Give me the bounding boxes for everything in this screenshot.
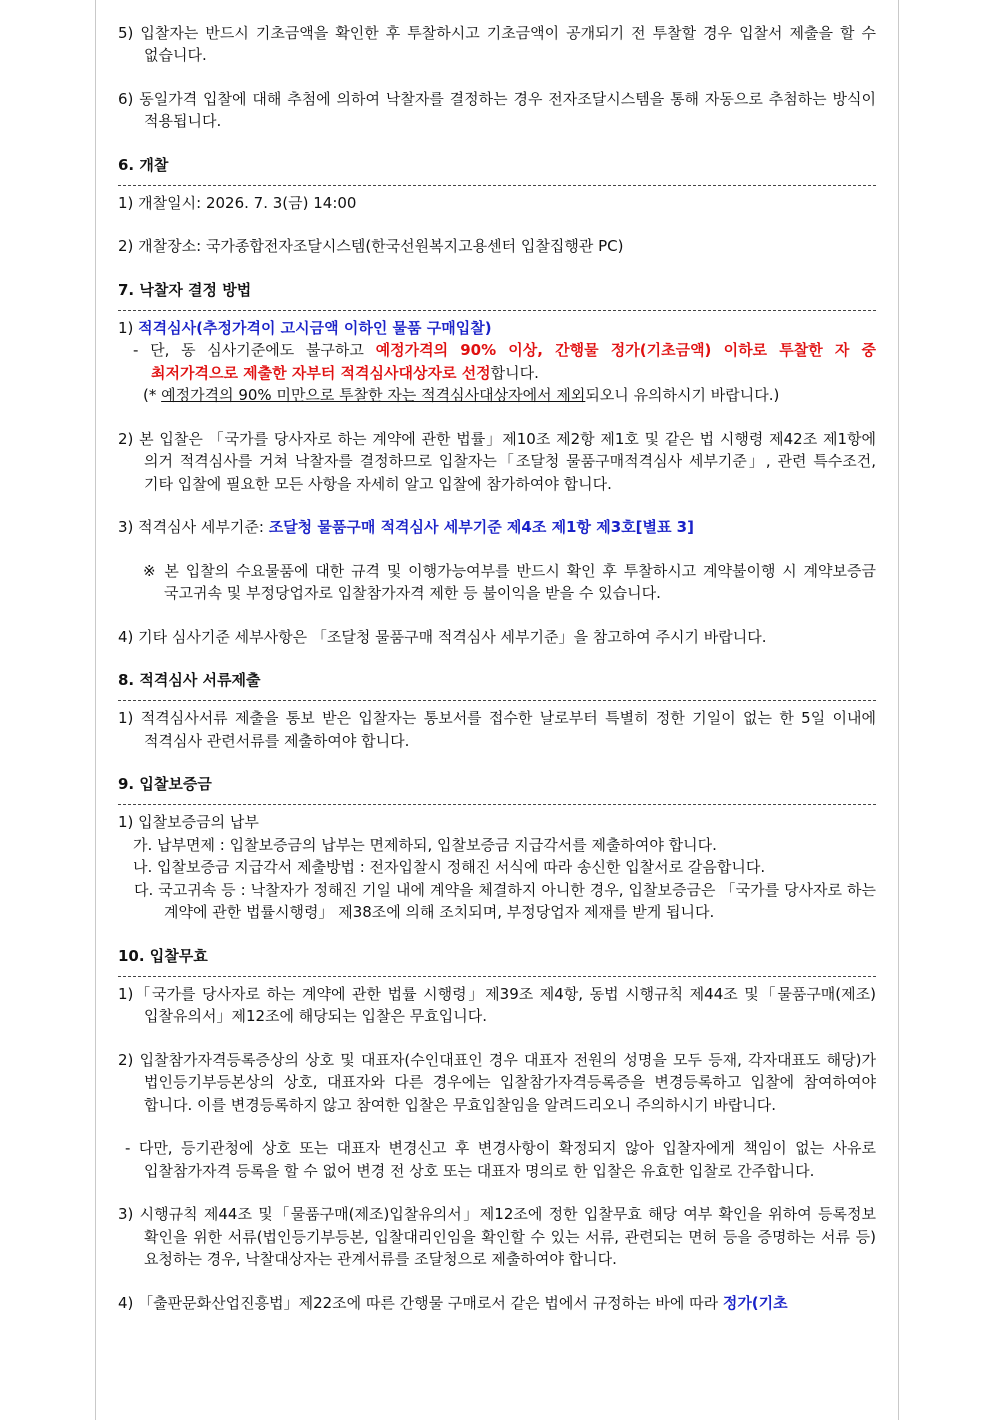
s10-item-1: 1)「국가를 당사자로 하는 계약에 관한 법률 시행령」제39조 제4항, 동법 시행규칙 제44조 및「물품구매(제조)입찰유의서」제12조에 해당되는 입찰은 무효입니다.: [118, 984, 876, 1025]
review-criteria-reference: 조달청 물품구매 적격심사 세부기준 제4조 제1항 제3호[별표 3]: [268, 518, 694, 536]
s7-note: (* 예정가격의 90% 미만으로 투찰한 자는 적격심사대상자에서 제외되오니 유의하시기 바랍니다.): [143, 386, 780, 404]
section-divider: [118, 804, 876, 805]
s8-item-1: 1) 적격심사서류 제출을 통보 받은 입찰자는 통보서를 접수한 날로부터 특별히 정한 기일이 없는 한 5일 이내에 적격심사 관련서류를 제출하여야 합니다.: [118, 709, 876, 750]
section-divider: [118, 185, 876, 186]
opening-datetime: 1) 개찰일시: 2026. 7. 3(금) 14:00: [118, 193, 357, 212]
item-6: 6) 동일가격 입찰에 대해 추첨에 의하여 낙찰자를 결정하는 경우 전자조달시스템을 통해 자동으로 추첨하는 방식이 적용됩니다.: [118, 89, 876, 130]
s7-dash-item: - 단, 동 심사기준에도 불구하고 예정가격의 90% 이상, 간행물 정가(기초금액) 이하로 투찰한 자 중 최저가격으로 제출한 자부터 적격심사대상자로 선정합니다.: [133, 341, 876, 382]
section-divider: [118, 310, 876, 311]
s9-item-1: 1) 입찰보증금의 납부: [118, 813, 259, 831]
section-9-title: 9. 입찰보증금: [118, 775, 212, 793]
eligibility-condition: 예정가격의 90% 이상, 간행물 정가(기초금액) 이하로 투찰한 자 중 최저가격으로 제출한 자부터 적격심사대상자로 선정: [151, 341, 876, 382]
section-10-title: 10. 입찰무효: [118, 946, 208, 965]
exclusion-underlined: 예정가격의 90% 미만으로 투찰한 자는 적격심사대상자에서 제외: [161, 386, 586, 404]
qualification-review-title: 적격심사(추정가격이 고시금액 이하인 물품 구매입찰): [138, 318, 492, 337]
s9-item-a: 가. 납부면제 : 입찰보증금의 납부는 면제하되, 입찰보증금 지급각서를 제출하여야 합니다.: [133, 835, 717, 854]
s10-dash-item: - 다만, 등기관청에 상호 또는 대표자 변경신고 후 변경사항이 확정되지 않아 입찰자에게 책임이 없는 사유로 입찰참가자격 등록을 할 수 없어 변경 전 상호 또는 대표자 명의로 한 입찰은 유효한 입찰로 간주합니다.: [125, 1139, 876, 1180]
s10-item-3: 3) 시행규칙 제44조 및「물품구매(제조)입찰유의서」제12조에 정한 입찰무효 해당 여부 확인을 위하여 등록정보 확인을 위한 서류(법인등기부등본, 입찰대리인임을 확인할 수 있는 서류, 관련되는 면허 등을 증명하는 서류 등)요청하는 경우, 낙찰대상자는 관계서류를 조달청으로 제출하여야 합니다.: [118, 1205, 876, 1268]
list-price-emphasis: 정가(기초: [722, 1293, 788, 1312]
s9-item-c: 다. 국고귀속 등 : 낙찰자가 정해진 기일 내에 계약을 체결하지 아니한 경우, 입찰보증금은 「국가를 당사자로 하는 계약에 관한 법률시행령」 제38조에 의해 조치되며, 부정당업자 제재를 받게 됩니다.: [134, 880, 876, 921]
s7-item-1: 1) 적격심사(추정가격이 고시금액 이하인 물품 구매입찰): [118, 318, 492, 337]
s9-item-b: 나. 입찰보증금 지급각서 제출방법 : 전자입찰시 정해진 서식에 따라 송신한 입찰서로 갈음합니다.: [133, 858, 766, 876]
section-8-title: 8. 적격심사 서류제출: [118, 671, 261, 689]
s7-item-2: 2) 본 입찰은 「국가를 당사자로 하는 계약에 관한 법률」제10조 제2항 제1호 및 같은 법 시행령 제42조 제1항에 의거 적격심사를 거쳐 낙찰자를 결정하므로 입찰자는「조달청 물품구매적격심사 세부기준」, 관련 특수조건, 기타 입찰에 필요한 모든 사항을 자세히 알고 입찰에 참가하여야 합니다.: [118, 429, 876, 493]
s7-item-3: 3) 적격심사 세부기준: 조달청 물품구매 적격심사 세부기준 제4조 제1항 제3호[별표 3]: [118, 518, 694, 536]
opening-place: 2) 개찰장소: 국가종합전자조달시스템(한국선원복지고용센터 입찰집행관 PC): [118, 237, 624, 255]
item-5: 5) 입찰자는 반드시 기초금액을 확인한 후 투찰하시고 기초금액이 공개되기 전 투찰할 경우 입찰서 제출을 할 수 없습니다.: [118, 23, 876, 64]
s7-item-4: 4) 기타 심사기준 세부사항은 「조달청 물품구매 적격심사 세부기준」을 참고하여 주시기 바랍니다.: [118, 627, 767, 646]
document-page: [95, 0, 899, 1420]
section-7-title: 7. 낙찰자 결정 방법: [118, 280, 252, 299]
section-divider: [118, 976, 876, 977]
s10-item-4: 4) 「출판문화산업진흥법」제22조에 따른 간행물 구매로서 같은 법에서 규정하는 바에 따라 정가(기초: [118, 1293, 788, 1312]
section-divider: [118, 700, 876, 701]
section-6-title: 6. 개찰: [118, 155, 169, 174]
document-body: [118, 0, 876, 1314]
s10-item-2: 2) 입찰참가자격등록증상의 상호 및 대표자(수인대표인 경우 대표자 전원의 성명을 모두 등재, 각자대표도 해당)가 법인등기부등본상의 상호, 대표자와 다른 경우에는 입찰참가자격등록증을 변경등록하고 입찰에 참여하여야 합니다. 이를 변경등록하지 않고 참여한 입찰은 무효입찰임을 알려드리오니 주의하시기 바랍니다.: [118, 1050, 876, 1114]
s7-caution-note: ※ 본 입찰의 수요물품에 대한 규격 및 이행가능여부를 반드시 확인 후 투찰하시고 계약불이행 시 계약보증금 국고귀속 및 부정당업자로 입찰참가자격 제한 등 불이익을 받을 수 있습니다.: [143, 561, 876, 602]
